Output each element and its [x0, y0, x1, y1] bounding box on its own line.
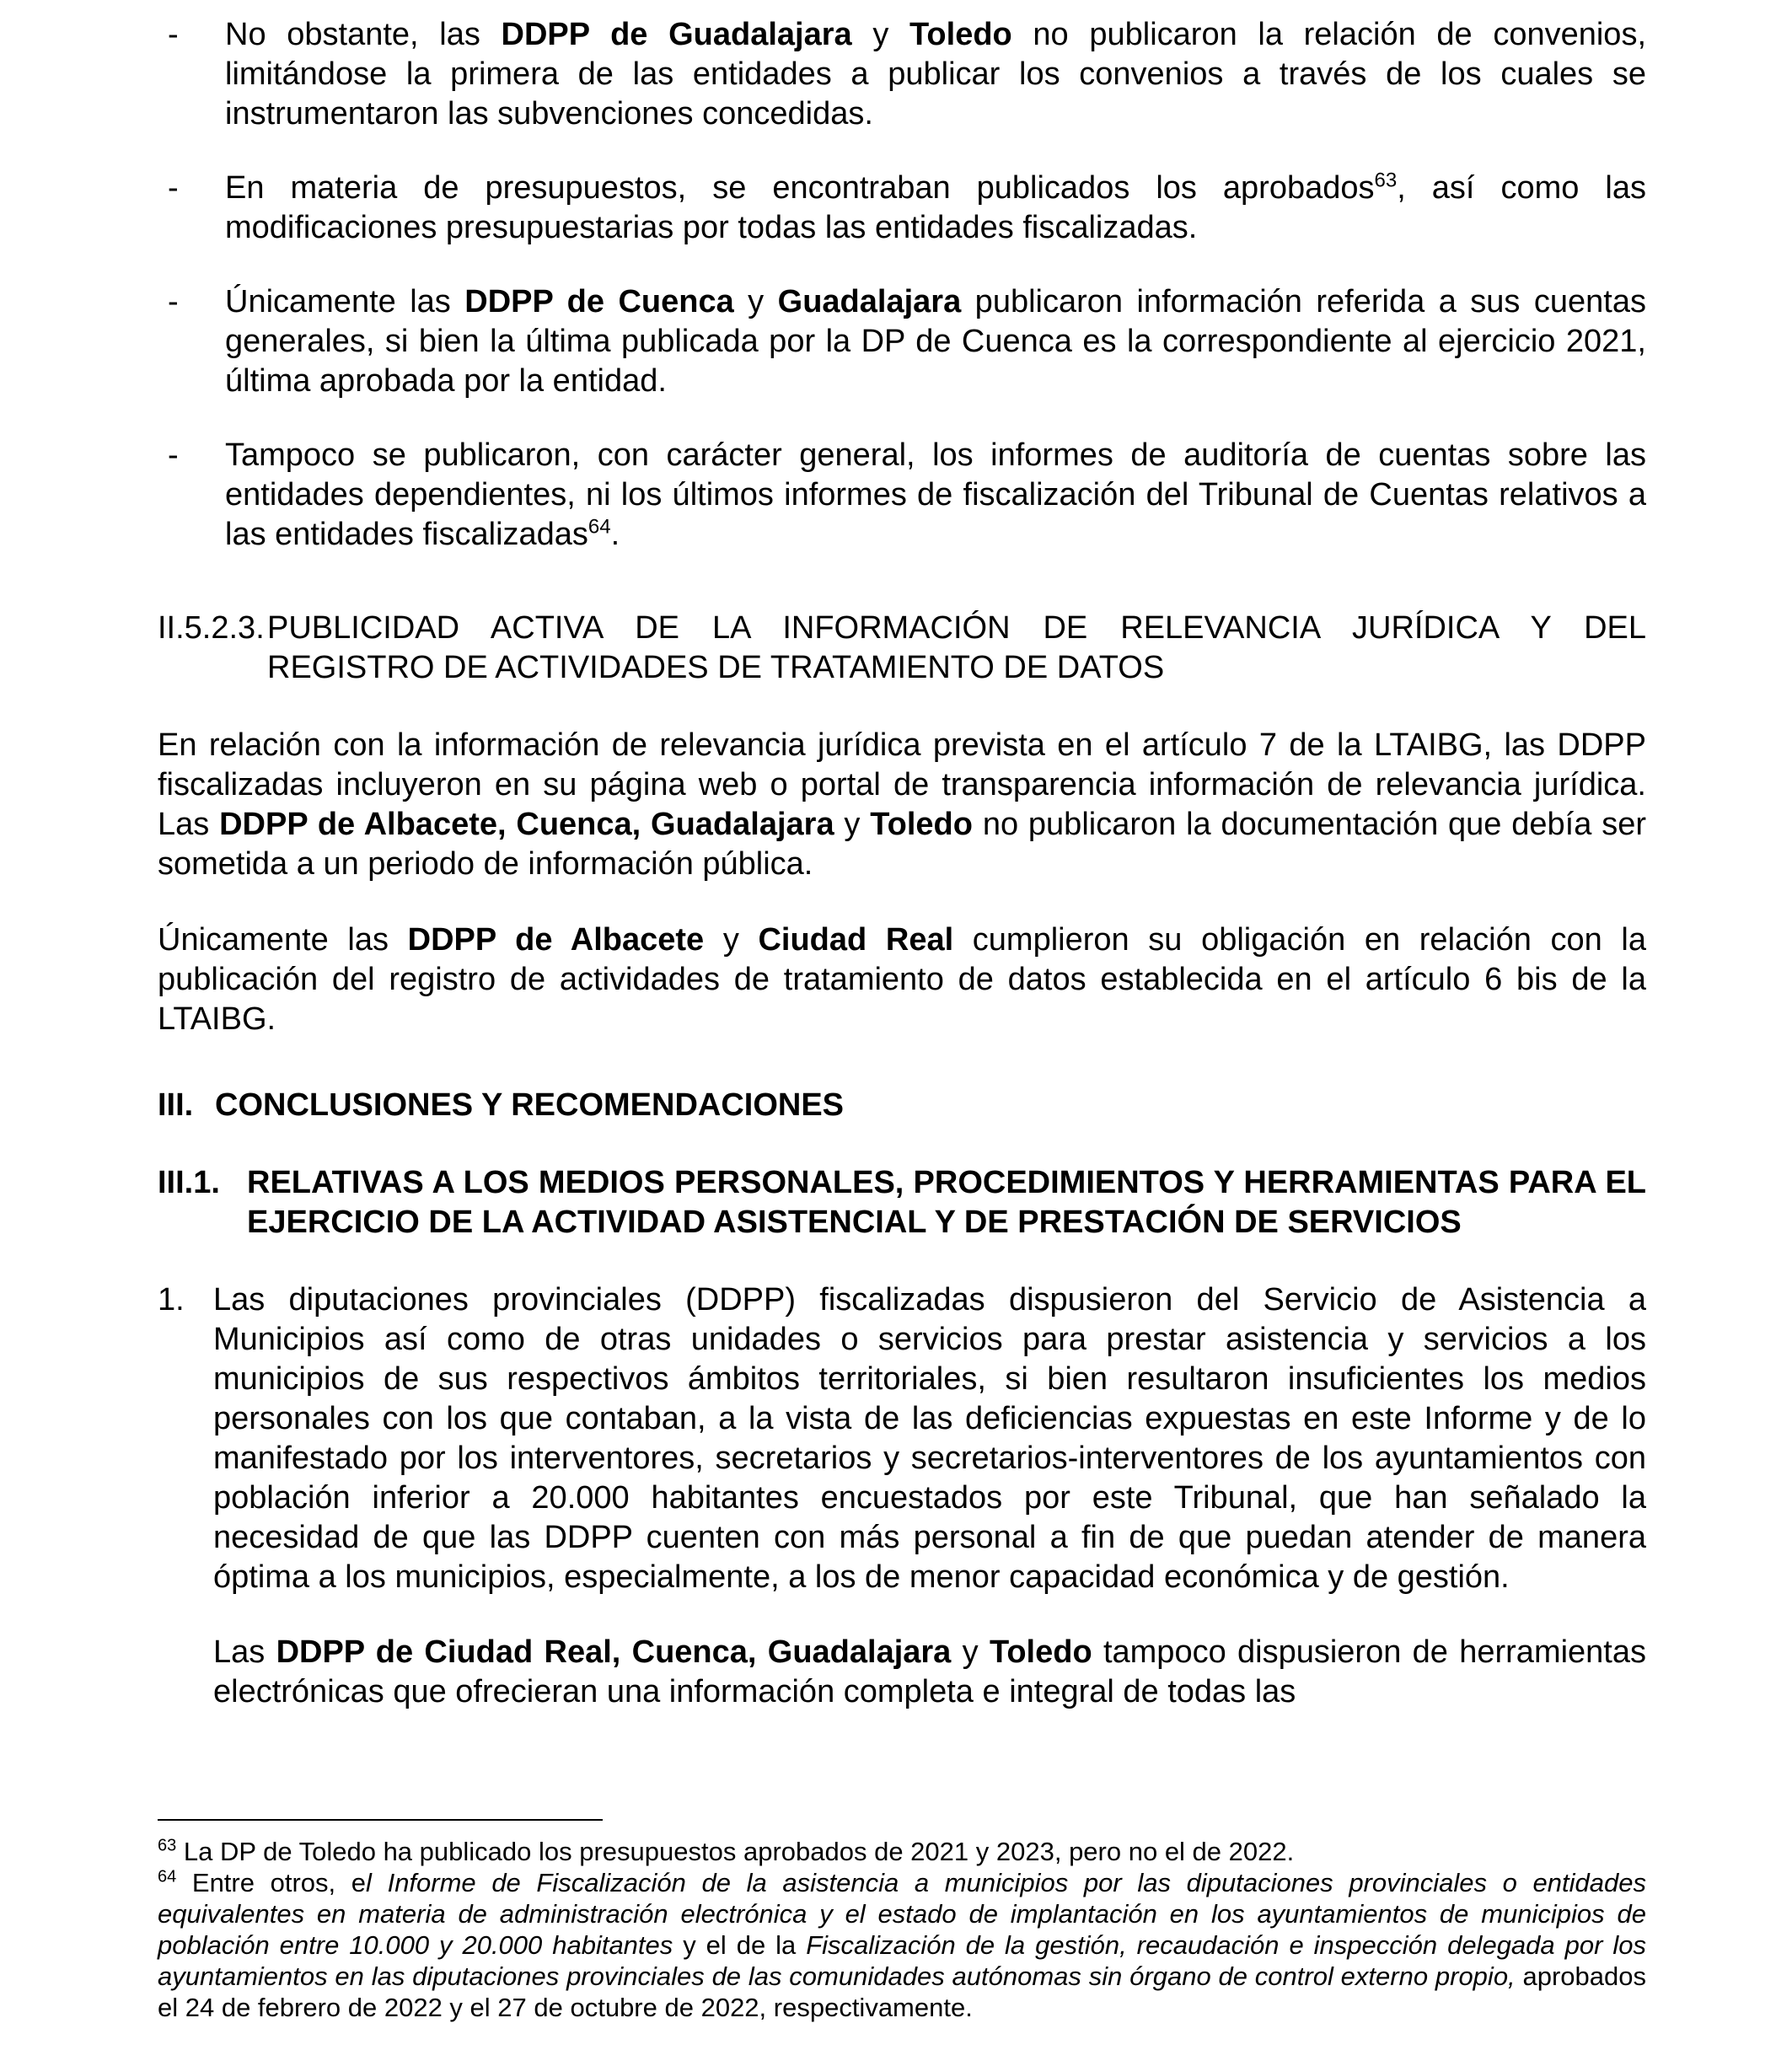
paragraph-herramientas: Las DDPP de Ciudad Real, Cuenca, Guadalajara y Toledo tampoco dispusieron de herramientas electrónicas que ofrecieran una información completa e integral de todas las	[213, 1634, 1646, 1709]
bold-run: DDPP de Cuenca	[464, 284, 734, 319]
section-number: III.	[158, 1087, 194, 1123]
footnotes	[158, 1819, 1646, 2023]
section-heading-iii1	[158, 1163, 1646, 1242]
footnote-ref: 64	[587, 515, 611, 539]
bullet-list	[158, 15, 1646, 555]
bullet-text: En materia de presupuestos, se encontraban publicados los aprobados$^{63}$, así como las modificaciones presupuestarias por todas las entidades fiscalizadas.	[225, 169, 1646, 245]
numbered-item-1	[158, 1280, 1646, 1597]
page-body	[158, 15, 1646, 1712]
bold-run: Toledo	[870, 807, 973, 842]
bold-run: DDPP de Albacete, Cuenca, Guadalajara	[219, 807, 834, 842]
footnote-64: $^{64}$ Entre otros, el Informe de Fiscalización de la asistencia a municipios por las diputaciones provinciales o entidades equivalentes en materia de administración electrónica y el estado de implantación en los ayuntamientos de municipios de población entre 10.000 y 20.000 habitantes y el de la Fiscalización de la gestión, recaudación e inspección delegada por los ayuntamientos en las diputaciones provinciales de las comunidades autónomas sin órgano de control externo propio, aprobados el 24 de febrero de 2022 y el 27 de octubre de 2022, respectivamente.	[158, 1867, 1646, 2022]
section-heading-ii523	[158, 609, 1646, 688]
bold-run: Toledo	[909, 17, 1012, 52]
bullet-text: Tampoco se publicaron, con carácter general, los informes de auditoría de cuentas sobre las entidades dependientes, ni los últimos informes de fiscalización del Tribunal de Cuentas relativos a las entidades fiscalizadas$^{64}$.	[225, 437, 1646, 552]
bullet-item	[158, 169, 1646, 248]
section-title: RELATIVAS A LOS MEDIOS PERSONALES, PROCEDIMIENTOS Y HERRAMIENTAS PARA EL EJERCICIO DE LA ACTIVIDAD ASISTENCIAL Y DE PRESTACIÓN DE SERVICIOS	[247, 1165, 1646, 1240]
section-title	[267, 609, 1646, 688]
bullet-text: No obstante, las DDPP de Guadalajara y Toledo no publicaron la relación de convenios, limitándose la primera de las entidades a publicar los convenios a través de los cuales se instrumentaron las subvenciones concedidas.	[225, 17, 1646, 131]
bold-run: Ciudad Real	[758, 922, 954, 958]
bold-run: DDPP de Albacete	[407, 922, 705, 958]
section-number: III.1.	[158, 1165, 220, 1200]
bold-run: Guadalajara	[777, 284, 962, 319]
bold-run: DDPP de Guadalajara	[501, 17, 852, 52]
bullet-item	[158, 282, 1646, 401]
italic-run: l Informe de Fiscalización de la asistencia a municipios por las diputaciones provinciales o entidades equivalentes en materia de administración electrónica y el estado de implantación en los ayuntamientos de municipios de población entre 10.000 y 20.000 habitantes	[158, 1868, 1646, 1960]
bullet-item	[158, 436, 1646, 555]
footnote-ref: 64	[158, 1867, 177, 1886]
section-title: CONCLUSIONES Y RECOMENDACIONES	[215, 1087, 845, 1123]
item-text: Las diputaciones provinciales (DDPP) fiscalizadas dispusieron del Servicio de Asistencia a Municipios así como de otras unidades o servicios para prestar asistencia y servicios a los municipios de sus respectivos ámbitos territoriales, si bien resultaron insuficientes los medios personales con los que contaban, a la vista de las deficiencias expuestas en este Informe y de lo manifestado por los interventores, secretarios y secretarios-interventores de los ayuntamientos con población inferior a 20.000 habitantes encuestados por este Tribunal, que han señalado la necesidad de que las DDPP cuenten con más personal a fin de que puedan atender de manera óptima a los municipios, especialmente, a los de menor capacidad económica y de gestión.	[213, 1282, 1646, 1595]
section-number: II.5.2.3.	[158, 610, 265, 646]
footnote-63: $^{63}$ La DP de Toledo ha publicado los presupuestos aprobados de 2021 y 2023, pero no el de 2022.	[158, 1836, 1295, 1866]
bold-run: Toledo	[989, 1634, 1092, 1670]
bullet-dash: -	[168, 170, 179, 206]
bullet-text: Únicamente las DDPP de Cuenca y Guadalajara publicaron información referida a sus cuentas generales, si bien la última publicada por la DP de Cuenca es la correspondiente al ejercicio 2021, última aprobada por la entidad.	[225, 284, 1646, 399]
bullet-dash: -	[168, 437, 179, 473]
italic-run: Fiscalización de la gestión, recaudación e inspección delegada por los ayuntamientos en las diputaciones provinciales de las comunidades autónomas sin órgano de control externo propio,	[158, 1930, 1646, 1991]
section-heading-iii	[158, 1086, 1646, 1125]
paragraph-registro-actividades: Únicamente las DDPP de Albacete y Ciudad Real cumplieron su obligación en relación con la publicación del registro de actividades de tratamiento de datos establecida en el artículo 6 bis de la LTAIBG.	[158, 922, 1646, 1037]
bullet-dash: -	[168, 284, 179, 319]
bold-run: DDPP de Ciudad Real, Cuenca, Guadalajara	[276, 1634, 952, 1670]
paragraph-relevancia-juridica: En relación con la información de relevancia jurídica prevista en el artículo 7 de la LTAIBG, las DDPP fiscalizadas incluyeron en su página web o portal de transparencia información de relevancia jurídica. Las DDPP de Albacete, Cuenca, Guadalajara y Toledo no publicaron la documentación que debía ser sometida a un periodo de información pública.	[158, 727, 1646, 882]
section-title-line1: PUBLICIDAD ACTIVA DE LA INFORMACIÓN DE RELEVANCIA JURÍDICA Y DEL	[267, 610, 1646, 646]
bullet-dash: -	[168, 17, 179, 52]
section-title-line2: REGISTRO DE ACTIVIDADES DE TRATAMIENTO DE DATOS	[267, 650, 1165, 685]
footnote-ref: 63	[158, 1836, 177, 1855]
item-number: 1.	[158, 1282, 185, 1317]
footnote-divider	[158, 1819, 603, 1821]
footnote-ref: 63	[1374, 169, 1398, 192]
bullet-item	[158, 15, 1646, 134]
